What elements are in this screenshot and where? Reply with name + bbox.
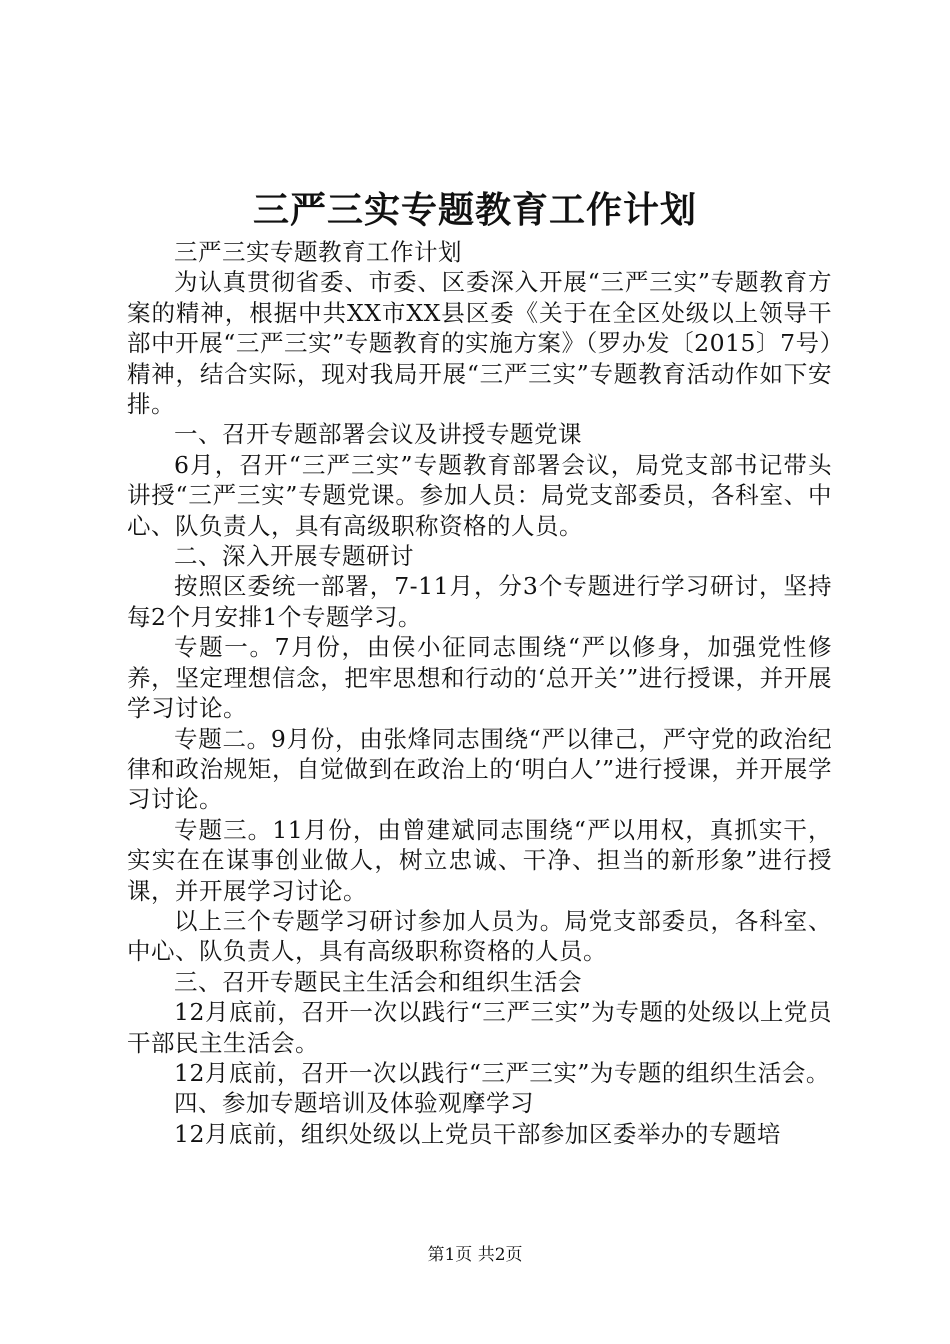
section-heading: 四、参加专题培训及体验观摩学习 — [174, 1089, 534, 1118]
body-paragraph: 12月底前，召开一次以践行“三严三实”为专题的组织生活会。 — [174, 1058, 830, 1087]
section-heading: 一、召开专题部署会议及讲授专题党课 — [174, 420, 582, 449]
body-paragraph: 为认真贯彻省委、市委、区委深入开展“三严三实”专题教育方案的精神，根据中共XX市XX县区委《关于在全区处级以上领导干部中开展“三严三实”专题教育的实施方案》（罗办发〔2015〕7号）精神，结合实际，现对我局开展“三严三实”专题教育活动作如下安排。 — [127, 268, 832, 419]
body-paragraph: 专题二。9月份，由张烽同志围绕“严以律己，严守党的政治纪律和政治规矩，自觉做到在政治上的‘明白人’”进行授课，并开展学习讨论。 — [127, 724, 832, 814]
body-paragraph: 12月底前，召开一次以践行“三严三实”为专题的处级以上党员干部民主生活会。 — [127, 998, 832, 1057]
document-title: 三严三实专题教育工作计划 — [252, 189, 697, 231]
body-paragraph: 12月底前，组织处级以上党员干部参加区委举办的专题培 — [174, 1119, 781, 1148]
body-paragraph: 6月，召开“三严三实”专题教育部署会议，局党支部书记带头讲授“三严三实”专题党课。参加人员：局党支部委员，各科室、中心、队负责人，具有高级职称资格的人员。 — [127, 450, 832, 540]
document-body — [127, 237, 832, 1149]
body-paragraph: 以上三个专题学习研讨参加人员为。局党支部委员，各科室、中心、队负责人，具有高级职称资格的人员。 — [127, 906, 832, 966]
body-paragraph: 专题三。11月份，由曾建斌同志围绕“严以用权，真抓实干，实实在在谋事创业做人，树立忠诚、干净、担当的新形象”进行授课，并开展学习讨论。 — [127, 815, 832, 905]
section-heading: 三、召开专题民主生活会和组织生活会 — [174, 967, 582, 996]
page-number-footer: 第1页 共2页 — [427, 1245, 523, 1265]
body-paragraph: 专题一。7月份，由侯小征同志围绕“严以修身，加强党性修养，坚定理想信念，把牢思想和行动的‘总开关’”进行授课，并开展学习讨论。 — [127, 633, 832, 723]
section-heading: 二、深入开展专题研讨 — [174, 542, 414, 571]
body-paragraph: 按照区委统一部署，7-11月，分3个专题进行学习研讨，坚持每2个月安排1个专题学习。 — [127, 572, 832, 631]
body-paragraph: 三严三实专题教育工作计划 — [174, 238, 462, 266]
